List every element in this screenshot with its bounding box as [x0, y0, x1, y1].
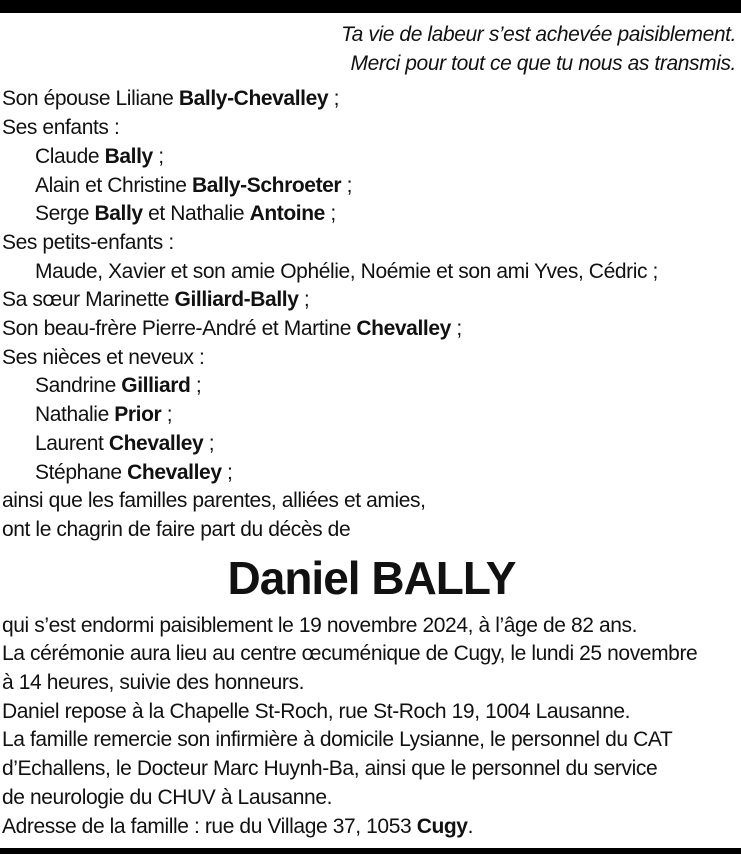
text-segment: .: [467, 814, 474, 838]
text-segment: Claude: [35, 144, 105, 168]
text-segment: Ses enfants :: [2, 116, 120, 140]
family-line: [2, 286, 741, 315]
text-segment: Chevalley: [356, 317, 451, 341]
text-segment: Serge: [35, 202, 95, 226]
detail-line: [2, 698, 741, 727]
family-line: [2, 401, 741, 430]
family-line: [2, 143, 741, 172]
text-segment: qui s’est endormi paisiblement le 19 novembre 2024, à l’âge de 82 ans.: [2, 613, 638, 637]
text-segment: Ses nièces et neveux :: [2, 345, 205, 369]
text-segment: Gilliard: [121, 374, 191, 398]
detail-line: [2, 726, 741, 755]
family-line: [2, 85, 741, 114]
epigraph-line: Merci pour tout ce que tu nous as transmis.: [350, 51, 736, 75]
detail-line: [2, 640, 741, 669]
family-line: [2, 229, 741, 258]
family-line: [2, 200, 741, 229]
text-segment: Gilliard-Bally: [174, 288, 299, 312]
text-segment: Daniel repose à la Chapelle St-Roch, rue St-Roch 19, 1004 Lausanne.: [2, 699, 631, 723]
text-segment: à 14 heures, suivie des honneurs.: [2, 671, 305, 695]
family-line: [2, 114, 741, 143]
text-segment: Stéphane: [35, 460, 128, 484]
family-line: [2, 487, 741, 516]
text-segment: Cugy: [416, 814, 468, 838]
text-segment: Bally: [94, 202, 143, 226]
bottom-border-bar: [0, 848, 741, 854]
text-segment: Chevalley: [108, 431, 204, 455]
text-segment: ont le chagrin de faire part du décès de: [2, 517, 351, 541]
text-segment: ;: [328, 87, 340, 111]
text-segment: Nathalie: [35, 403, 115, 427]
text-segment: Sandrine: [35, 374, 122, 398]
family-line: [2, 315, 741, 344]
text-segment: Prior: [114, 403, 162, 427]
text-segment: La famille remercie son infirmière à domicile Lysianne, le personnel du CAT: [2, 728, 673, 752]
top-border-bar: [0, 0, 741, 13]
text-segment: Ses petits-enfants :: [2, 230, 174, 254]
text-segment: Maude, Xavier et son amie Ophélie, Noémie et son ami Yves, Cédric ;: [35, 259, 658, 283]
family-line: [2, 459, 741, 488]
text-segment: ;: [341, 173, 353, 197]
family-line: [2, 344, 741, 373]
epigraph-line: Ta vie de labeur s’est achevée paisiblement.: [341, 23, 736, 46]
family-line: [2, 430, 741, 459]
deceased-name: Daniel BALLY: [227, 551, 516, 604]
text-segment: ;: [190, 374, 202, 398]
text-segment: ;: [203, 431, 215, 455]
epigraph: [2, 21, 741, 78]
text-segment: Bally: [104, 144, 153, 168]
detail-line: [2, 612, 741, 641]
text-segment: Sa sœur Marinette: [2, 288, 175, 312]
text-segment: Laurent: [35, 431, 109, 455]
family-line: [2, 516, 741, 545]
text-segment: Alain et Christine: [35, 173, 192, 197]
text-segment: ;: [221, 460, 233, 484]
text-segment: d’Echallens, le Docteur Marc Huynh-Ba, ainsi que le personnel du service: [2, 757, 658, 781]
family-line: [2, 372, 741, 401]
text-segment: ;: [324, 202, 336, 226]
text-segment: Chevalley: [127, 460, 222, 484]
obituary-notice: [0, 13, 741, 841]
text-segment: Bally-Chevalley: [178, 87, 329, 111]
detail-line: [2, 669, 741, 698]
text-segment: Son épouse Liliane: [2, 87, 179, 111]
details: [2, 612, 741, 842]
text-segment: ainsi que les familles parentes, alliées et amies,: [2, 489, 426, 513]
text-segment: La cérémonie aura lieu au centre œcuménique de Cugy, le lundi 25 novembre: [2, 642, 698, 666]
text-segment: ;: [298, 288, 310, 312]
detail-line: [2, 813, 741, 842]
text-segment: Adresse de la famille : rue du Village 37, 1053: [2, 814, 417, 838]
text-segment: de neurologie du CHUV à Lausanne.: [2, 785, 333, 809]
text-segment: Son beau-frère Pierre-André et Martine: [2, 317, 357, 341]
text-segment: ;: [152, 144, 164, 168]
family-line: [2, 172, 741, 201]
family-list: [2, 85, 741, 544]
text-segment: Bally-Schroeter: [191, 173, 342, 197]
text-segment: ;: [450, 317, 462, 341]
text-segment: Antoine: [249, 202, 325, 226]
text-segment: et Nathalie: [142, 202, 250, 226]
detail-line: [2, 755, 741, 784]
text-segment: ;: [161, 403, 173, 427]
detail-line: [2, 784, 741, 813]
family-line: [2, 258, 741, 287]
